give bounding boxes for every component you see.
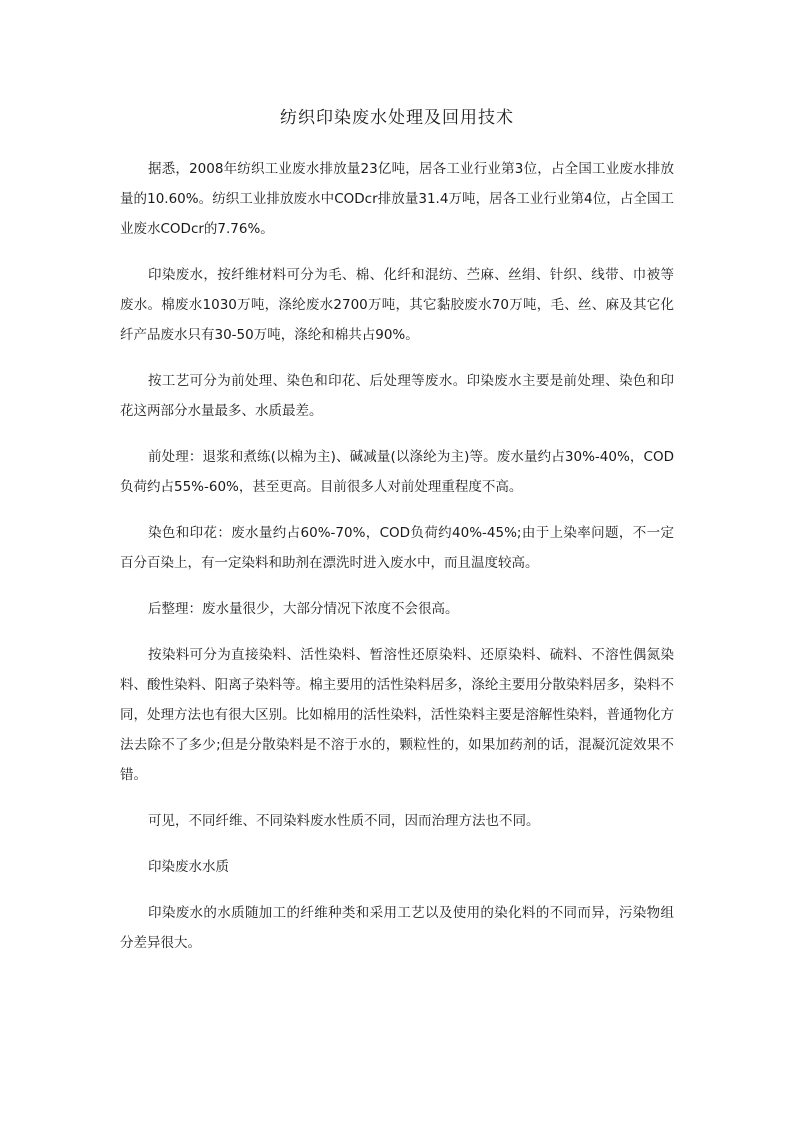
paragraph-7: 按染料可分为直接染料、活性染料、暂溶性还原染料、还原染料、硫料、不溶性偶氮染料、酸性染料、阳离子染料等。棉主要用的活性染料居多，涤纶主要用分散染料居多，染料不同，处理方法也有很大区别。比如棉用的活性染料，活性染料主要是溶解性染料，普通物化方法去除不了多少;但是分散染料是不溶于水的，颗粒性的，如果加药剂的话，混凝沉淀效果不错。 xyxy=(120,647,674,783)
paragraph-3: 按工艺可分为前处理、染色和印花、后处理等废水。印染废水主要是前处理、染色和印花这两部分水量最多、水质最差。 xyxy=(120,373,674,419)
section-heading: 印染废水水质 xyxy=(148,859,229,875)
document-title: 纺织印染废水处理及回用技术 xyxy=(280,108,514,128)
paragraph-2: 印染废水，按纤维材料可分为毛、棉、化纤和混纺、苎麻、丝绢、针织、线带、巾被等废水。棉废水1030万吨，涤纶废水2700万吨，其它黏胶废水70万吨，毛、丝、麻及其它化纤产品废水只有30-50万吨，涤纶和棉共占90%。 xyxy=(120,267,674,343)
paragraph-1: 据悉，2008年纺织工业废水排放量23亿吨，居各工业行业第3位，占全国工业废水排放量的10.60%。纺织工业排放废水中CODcr排放量31.4万吨，居各工业行业第4位，占全国工业废水CODcr的7.76%。 xyxy=(120,161,674,237)
paragraph-9: 印染废水的水质随加工的纤维种类和采用工艺以及使用的染化料的不同而异，污染物组分差异很大。 xyxy=(120,905,674,951)
paragraph-8: 可见，不同纤维、不同染料废水性质不同，因而治理方法也不同。 xyxy=(148,813,540,829)
paragraph-5: 染色和印花：废水量约占60%-70%，COD负荷约40%-45%;由于上染率问题，不一定百分百染上，有一定染料和助剂在漂洗时进入废水中，而且温度较高。 xyxy=(120,525,674,571)
paragraph-4: 前处理：退浆和煮练(以棉为主)、碱减量(以涤纶为主)等。废水量约占30%-40%，COD负荷约占55%-60%，甚至更高。目前很多人对前处理重程度不高。 xyxy=(120,449,674,495)
paragraph-6: 后整理：废水量很少，大部分情况下浓度不会很高。 xyxy=(148,601,459,617)
